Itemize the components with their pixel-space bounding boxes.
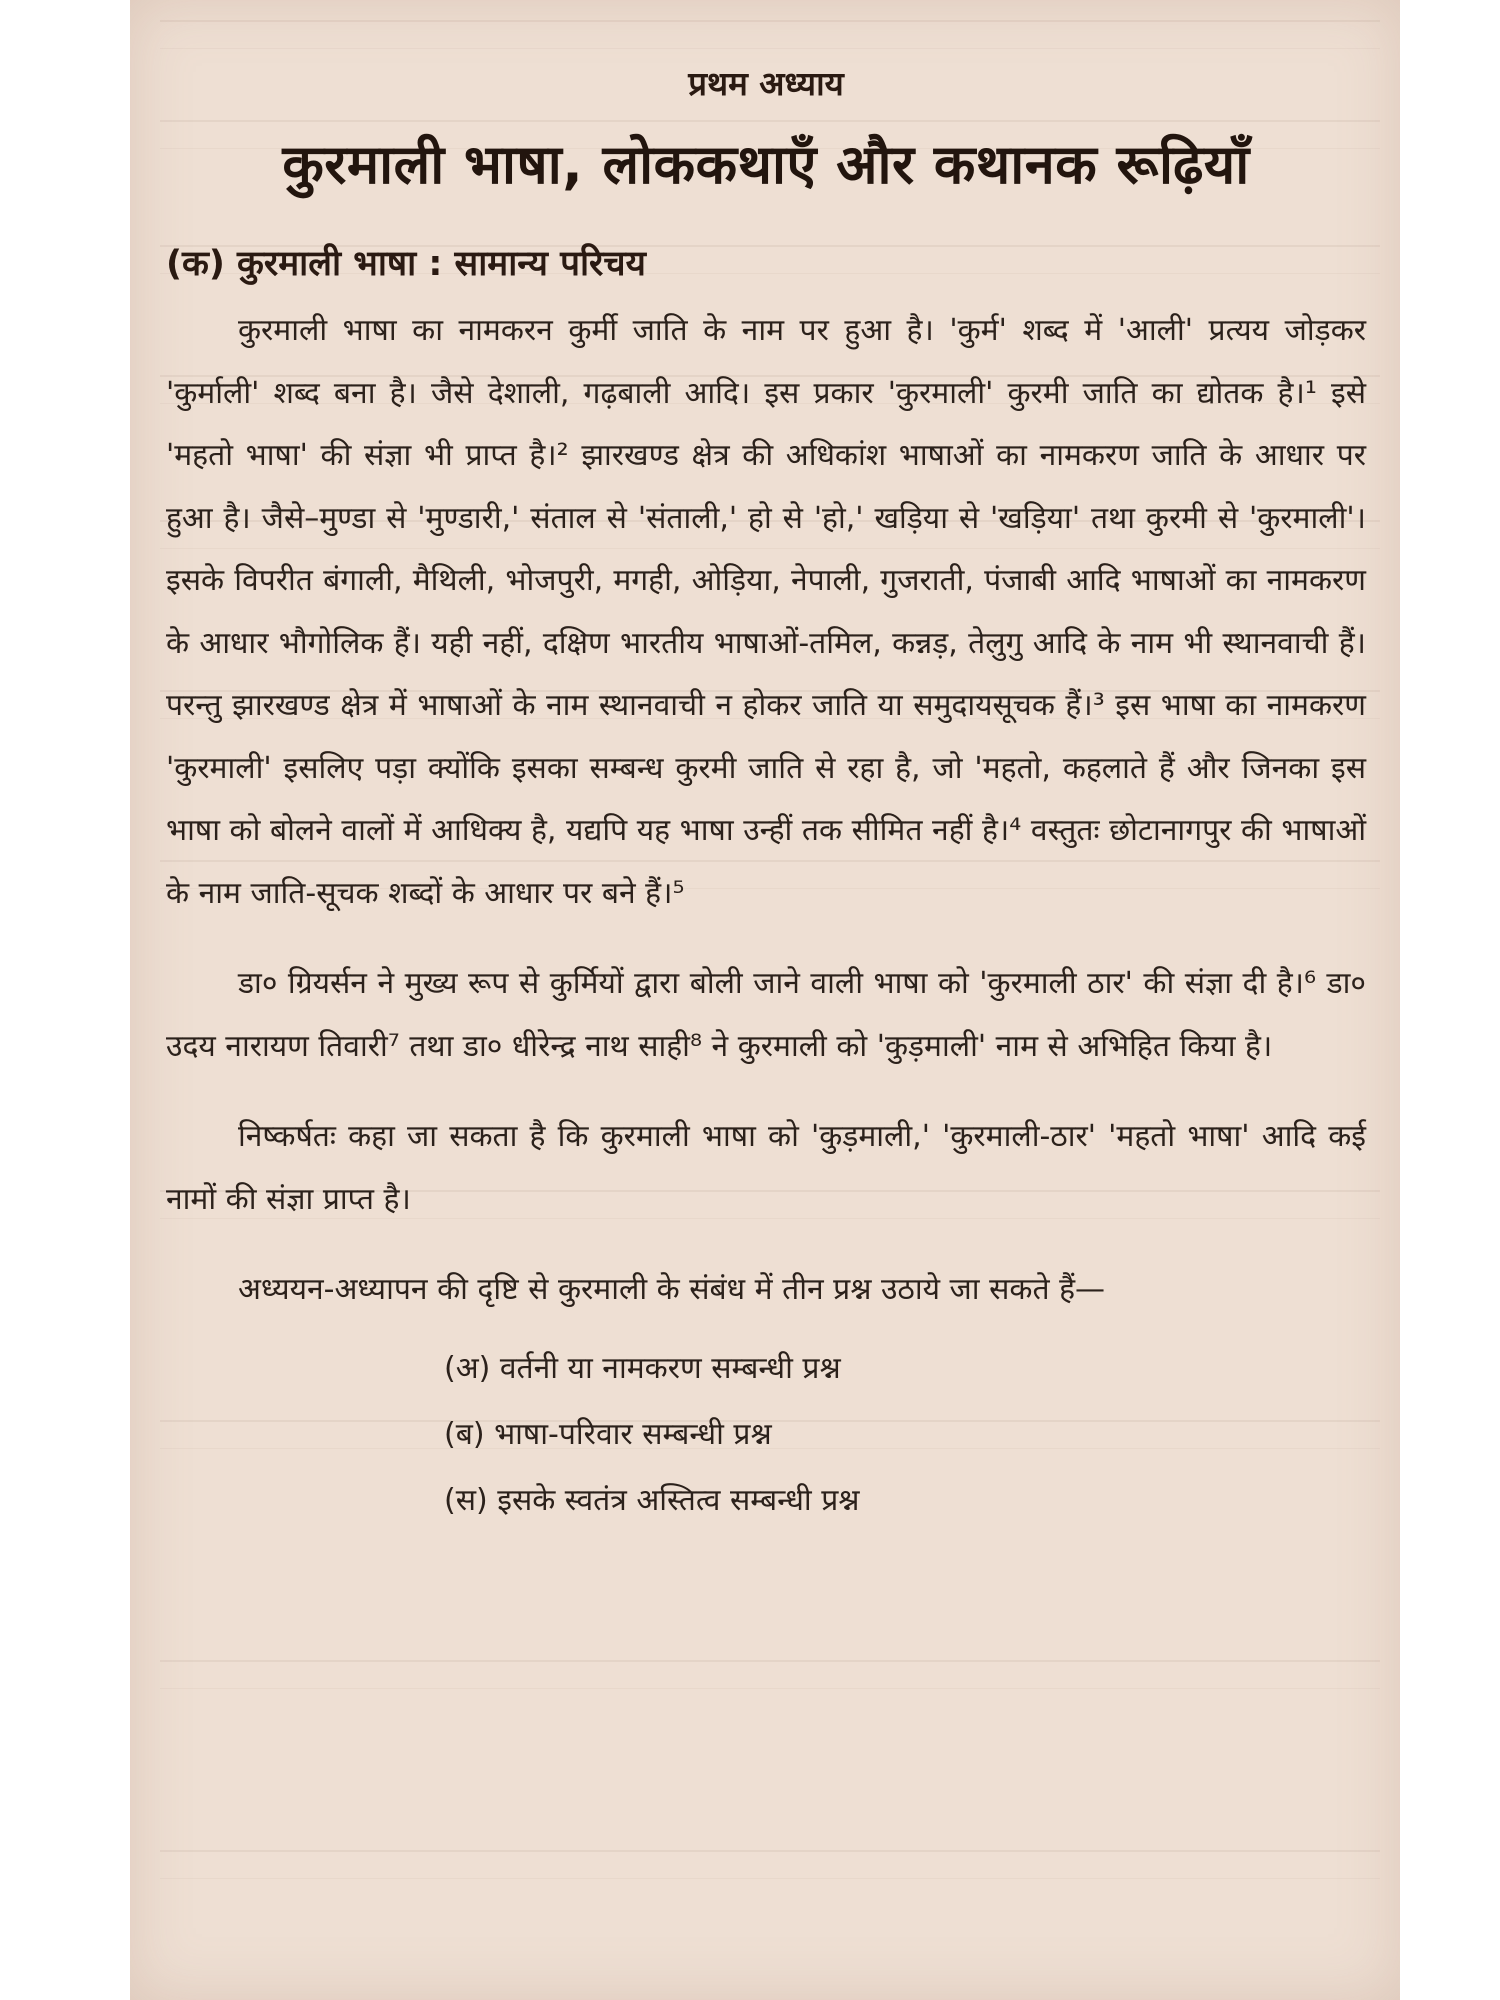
page-content <box>166 60 1366 1534</box>
section-heading: (क) कुरमाली भाषा : सामान्य परिचय <box>166 244 646 284</box>
paragraph-intro: कुरमाली भाषा का नामकरन कुर्मी जाति के नाम पर हुआ है। 'कुर्म' शब्द में 'आली' प्रत्यय जोड़कर 'कुर्माली' शब्द बना है। जैसे देशाली, गढ़बाली आदि। इस प्रकार 'कुरमाली' कुरमी जाति का द्योतक है।¹ इसे 'महतो भाषा' की संज्ञा भी प्राप्त है।² झारखण्ड क्षेत्र की अधिकांश भाषाओं का नामकरण जाति के आधार पर हुआ है। जैसे–मुण्डा से 'मुण्डारी,' संताल से 'संताली,' हो से 'हो,' खड़िया से 'खड़िया' तथा कुरमी से 'कुरमाली'। इसके विपरीत बंगाली, मैथिली, भोजपुरी, मगही, ओड़िया, नेपाली, गुजराती, पंजाबी आदि भाषाओं का नामकरण के आधार भौगोलिक हैं। यही नहीं, दक्षिण भारतीय भाषाओं-तमिल, कन्नड़, तेलुगु आदि के नाम भी स्थानवाची हैं। परन्तु झारखण्ड क्षेत्र में भाषाओं के नाम स्थानवाची न होकर जाति या समुदायसूचक हैं।³ इस भाषा का नामकरण 'कुरमाली' इसलिए पड़ा क्योंकि इसका सम्बन्ध कुरमी जाति से रहा है, जो 'महतो, कहलाते हैं और जिनका इस भाषा को बोलने वालों में आधिक्य है, यद्यपि यह भाषा उन्हीं तक सीमित नहीं है।⁴ वस्तुतः छोटानागपुर की भाषाओं के नाम जाति-सूचक शब्दों के आधार पर बने हैं।⁵ <box>166 313 1366 911</box>
chapter-title: कुरमाली भाषा, लोककथाएँ और कथानक रूढ़ियाँ <box>282 133 1250 196</box>
paragraph-questions-intro: अध्ययन-अध्यापन की दृष्टि से कुरमाली के संबंध में तीन प्रश्न उठाये जा सकते हैं— <box>238 1272 1106 1307</box>
bleed-through-line <box>160 20 1380 49</box>
bleed-through-line <box>160 1850 1380 1879</box>
list-item: (स) इसके स्वतंत्र अस्तित्व सम्बन्धी प्रश्न <box>444 1482 860 1518</box>
list-item: (ब) भाषा-परिवार सम्बन्धी प्रश्न <box>444 1416 772 1452</box>
book-page <box>130 0 1400 2000</box>
paragraph-grierson: डा० ग्रियर्सन ने मुख्य रूप से कुर्मियों द्वारा बोली जाने वाली भाषा को 'कुरमाली ठार' की संज्ञा दी है।⁶ डा० उदय नारायण तिवारी⁷ तथा डा० धीरेन्द्र नाथ साही⁸ ने कुरमाली को 'कुड़माली' नाम से अभिहित किया है। <box>166 966 1366 1064</box>
chapter-heading: प्रथम अध्याय <box>688 64 844 103</box>
paragraph-conclusion: निष्कर्षतः कहा जा सकता है कि कुरमाली भाषा को 'कुड़माली,' 'कुरमाली-ठार' 'महतो भाषा' आदि कई नामों की संज्ञा प्राप्त है। <box>166 1119 1366 1217</box>
question-list <box>166 1336 1366 1534</box>
list-item: (अ) वर्तनी या नामकरण सम्बन्धी प्रश्न <box>444 1350 841 1386</box>
bleed-through-line <box>160 1660 1380 1689</box>
